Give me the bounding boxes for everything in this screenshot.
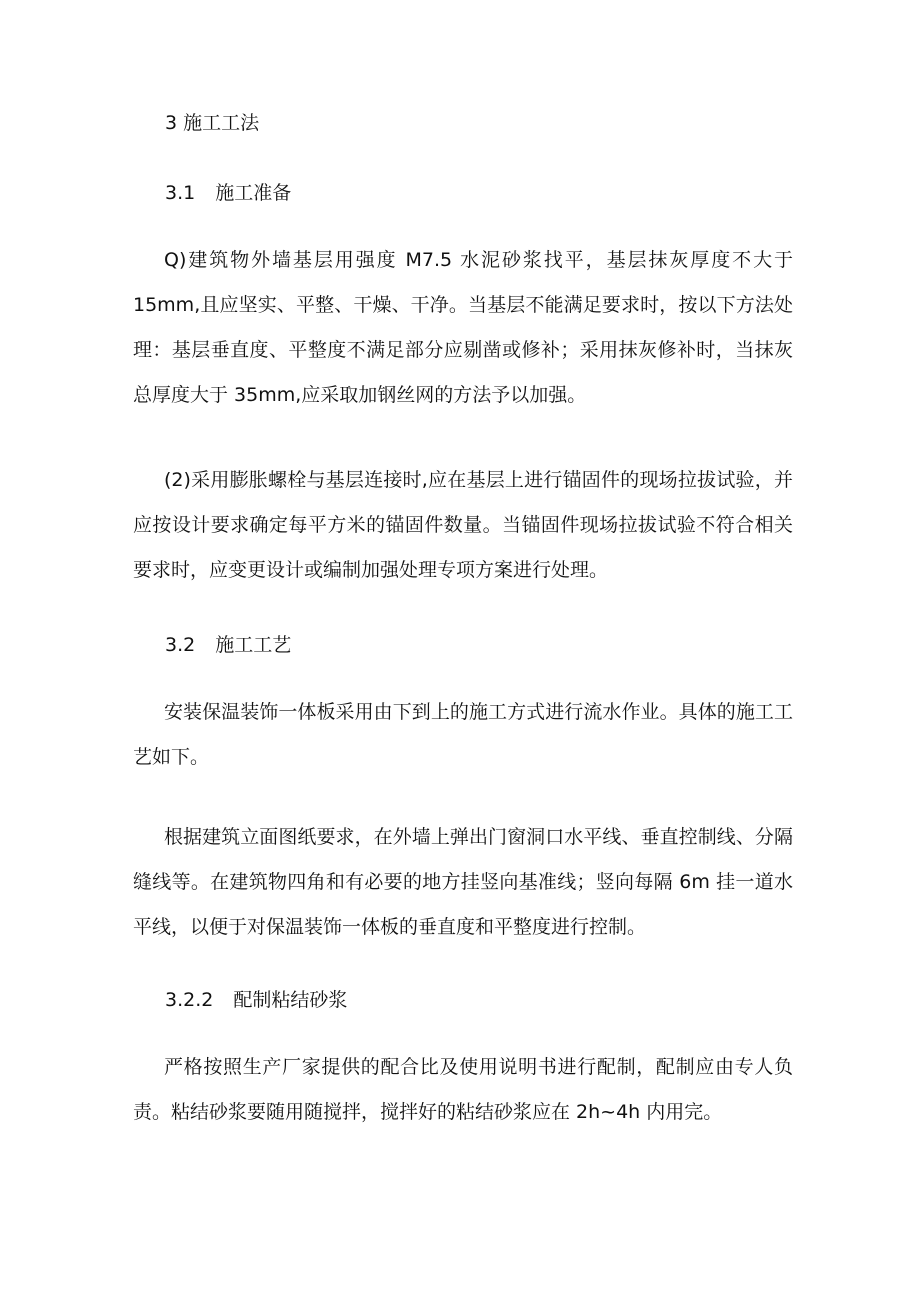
section-heading-3-1 — [165, 181, 291, 205]
section-title: 施工工艺 — [215, 634, 292, 656]
section-number: 3.1 — [165, 182, 196, 204]
section-number: 3.2.2 — [165, 989, 214, 1011]
section-number: 3.2 — [165, 634, 196, 656]
section-heading-3-2-2 — [165, 988, 347, 1012]
section-heading-3-2 — [165, 633, 291, 657]
section-title: 3 施工工法 — [165, 112, 260, 134]
paragraph-anchor-test: (2)采用膨胀螺栓与基层连接时,应在基层上进行锚固件的现场拉拔试验，并应按设计要求确定每平方米的锚固件数量。当锚固件现场拉拔试验不符合相关要求时，应变更设计或编制加强处理专项方案进行处理。 — [133, 469, 793, 581]
paragraph-mortar-mixing: 严格按照生产厂家提供的配合比及使用说明书进行配制，配制应由专人负责。粘结砂浆要随用随搅拌，搅拌好的粘结砂浆应在 2h~4h 内用完。 — [133, 1056, 793, 1123]
paragraph-layout-lines: 根据建筑立面图纸要求，在外墙上弹出门窗洞口水平线、垂直控制线、分隔缝线等。在建筑物四角和有必要的地方挂竖向基准线；竖向每隔 6m 挂一道水平线，以便于对保温装饰一体板的垂直度和平整度进行控制。 — [133, 826, 793, 938]
section-title: 施工准备 — [215, 182, 292, 204]
paragraph-base-leveling: Q)建筑物外墙基层用强度 M7.5 水泥砂浆找平，基层抹灰厚度不大于 15mm,且应坚实、平整、干燥、干净。当基层不能满足要求时，按以下方法处理：基层垂直度、平整度不满足部分应剔凿或修补；采用抹灰修补时，当抹灰总厚度大于 35mm,应采取加钢丝网的方法予以加强。 — [133, 249, 793, 406]
paragraph-install-method: 安装保温装饰一体板采用由下到上的施工方式进行流水作业。具体的施工工艺如下。 — [133, 701, 793, 768]
section-heading-3 — [165, 111, 259, 135]
section-title: 配制粘结砂浆 — [233, 989, 348, 1011]
